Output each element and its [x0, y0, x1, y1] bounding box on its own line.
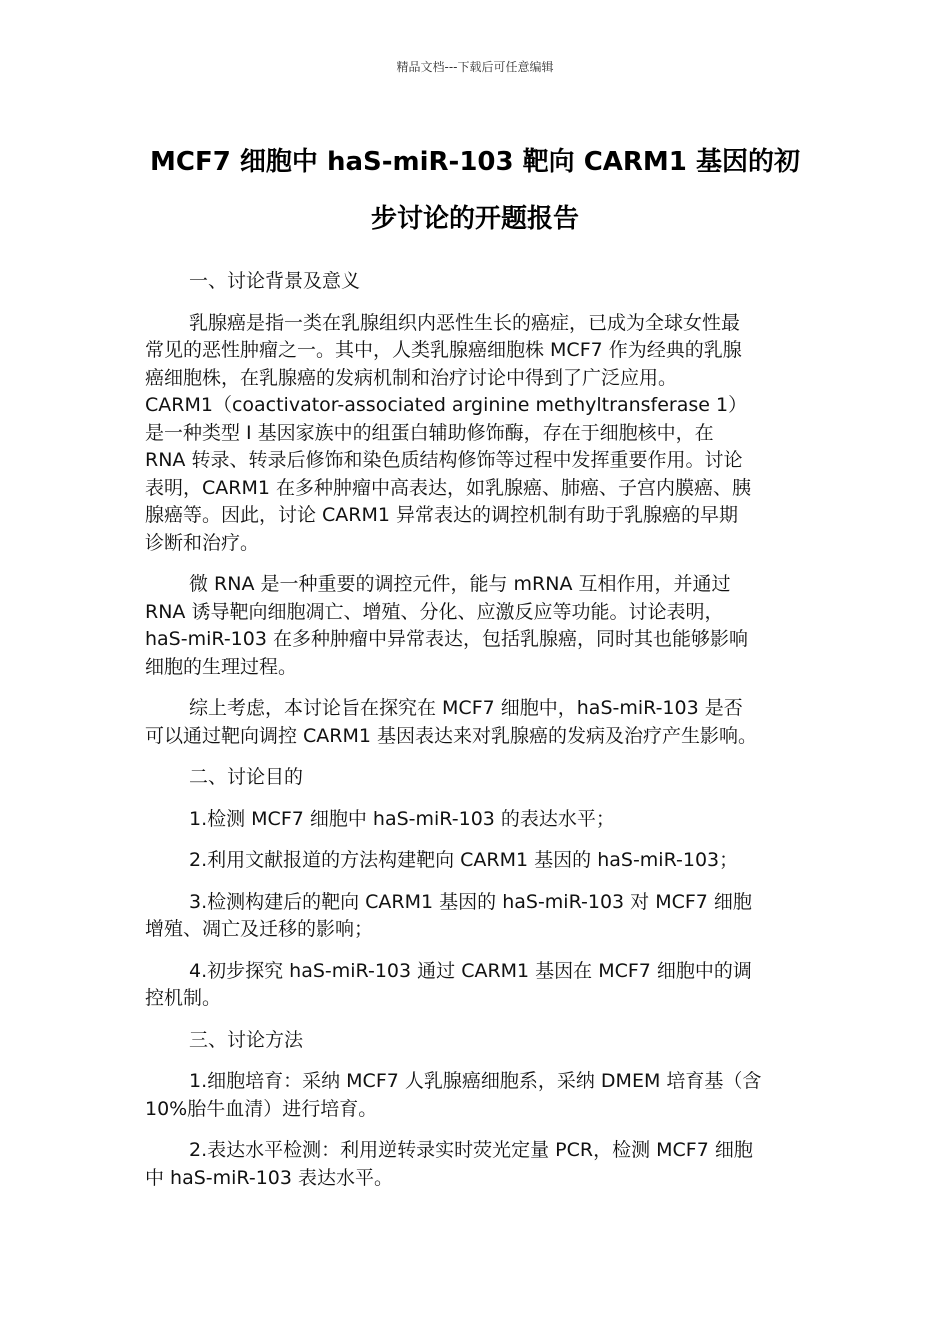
text-line: 诊断和治疗。 — [145, 531, 260, 554]
text-line: 腺癌等。因此，讨论 CARM1 异常表达的调控机制有助于乳腺癌的早期 — [145, 504, 739, 526]
paragraph-background-1 — [145, 310, 807, 558]
text-line: 3.检测构建后的靶向 CARM1 基因的 haS-miR-103 对 MCF7 细胞 — [189, 890, 752, 913]
objective-item-3 — [145, 889, 807, 944]
objective-item-4 — [145, 958, 807, 1013]
title-line-1: MCF7 细胞中 haS-miR-103 靶向 CARM1 基因的初 — [150, 147, 800, 177]
objective-item-2 — [145, 847, 807, 875]
title-line-2: 步讨论的开题报告 — [370, 204, 579, 234]
text-line: CARM1（coactivator-associated arginine methyltransferase 1） — [145, 394, 748, 416]
text-line: RNA 转录、转录后修饰和染色质结构修饰等过程中发挥重要作用。讨论 — [145, 449, 743, 471]
text-line: RNA 诱导靶向细胞凋亡、增殖、分化、应激反应等功能。讨论表明， — [145, 600, 724, 623]
document-body — [145, 268, 807, 1192]
text-line: 控机制。 — [145, 987, 222, 1009]
method-item-2 — [145, 1137, 807, 1192]
text-line: 细胞的生理过程。 — [145, 655, 298, 678]
text-line: 1.检测 MCF7 细胞中 haS-miR-103 的表达水平； — [189, 807, 615, 830]
objective-item-1 — [145, 806, 807, 834]
section-heading-background: 一、讨论背景及意义 — [189, 270, 361, 292]
text-line: 乳腺癌是指一类在乳腺组织内恶性生长的癌症，已成为全球女性最 — [189, 311, 741, 334]
text-line: 可以通过靶向调控 CARM1 基因表达来对乳腺癌的发病及治疗产生影响。 — [145, 724, 758, 747]
section-heading-objectives: 二、讨论目的 — [189, 766, 304, 788]
text-line: 10%胎牛血清）进行培育。 — [145, 1097, 378, 1120]
text-line: 2.利用文献报道的方法构建靶向 CARM1 基因的 haS-miR-103； — [189, 849, 739, 871]
text-line: 1.细胞培育：采纳 MCF7 人乳腺癌细胞系，采纳 DMEM 培育基（含 — [189, 1070, 762, 1092]
text-line: 表明，CARM1 在多种肿瘤中高表达，如乳腺癌、肺癌、子宫内膜癌、胰 — [145, 476, 751, 499]
method-item-1 — [145, 1068, 807, 1123]
text-line: 4.初步探究 haS-miR-103 通过 CARM1 基因在 MCF7 细胞中的调 — [189, 959, 752, 982]
text-line: haS-miR-103 在多种肿瘤中异常表达，包括乳腺癌，同时其也能够影响 — [145, 628, 748, 650]
paragraph-background-2 — [145, 571, 807, 681]
document-title — [120, 134, 830, 248]
text-line: 综上考虑，本讨论旨在探究在 MCF7 细胞中，haS-miR-103 是否 — [189, 697, 743, 719]
text-line: 是一种类型 I 基因家族中的组蛋白辅助修饰酶，存在于细胞核中，在 — [145, 421, 714, 444]
text-line: 癌细胞株，在乳腺癌的发病机制和治疗讨论中得到了广泛应用。 — [145, 366, 678, 389]
text-line: 2.表达水平检测：利用逆转录实时荧光定量 PCR，检测 MCF7 细胞 — [189, 1139, 753, 1161]
text-line: 微 RNA 是一种重要的调控元件，能与 mRNA 互相作用，并通过 — [189, 573, 731, 595]
section-heading-methods: 三、讨论方法 — [189, 1028, 304, 1051]
paragraph-background-3 — [145, 695, 807, 750]
text-line: 常见的恶性肿瘤之一。其中，人类乳腺癌细胞株 MCF7 作为经典的乳腺 — [145, 339, 742, 361]
page-header-note: 精品文档---下载后可任意编辑 — [396, 60, 554, 74]
text-line: 中 haS-miR-103 表达水平。 — [145, 1166, 394, 1189]
text-line: 增殖、凋亡及迁移的影响； — [145, 918, 374, 940]
